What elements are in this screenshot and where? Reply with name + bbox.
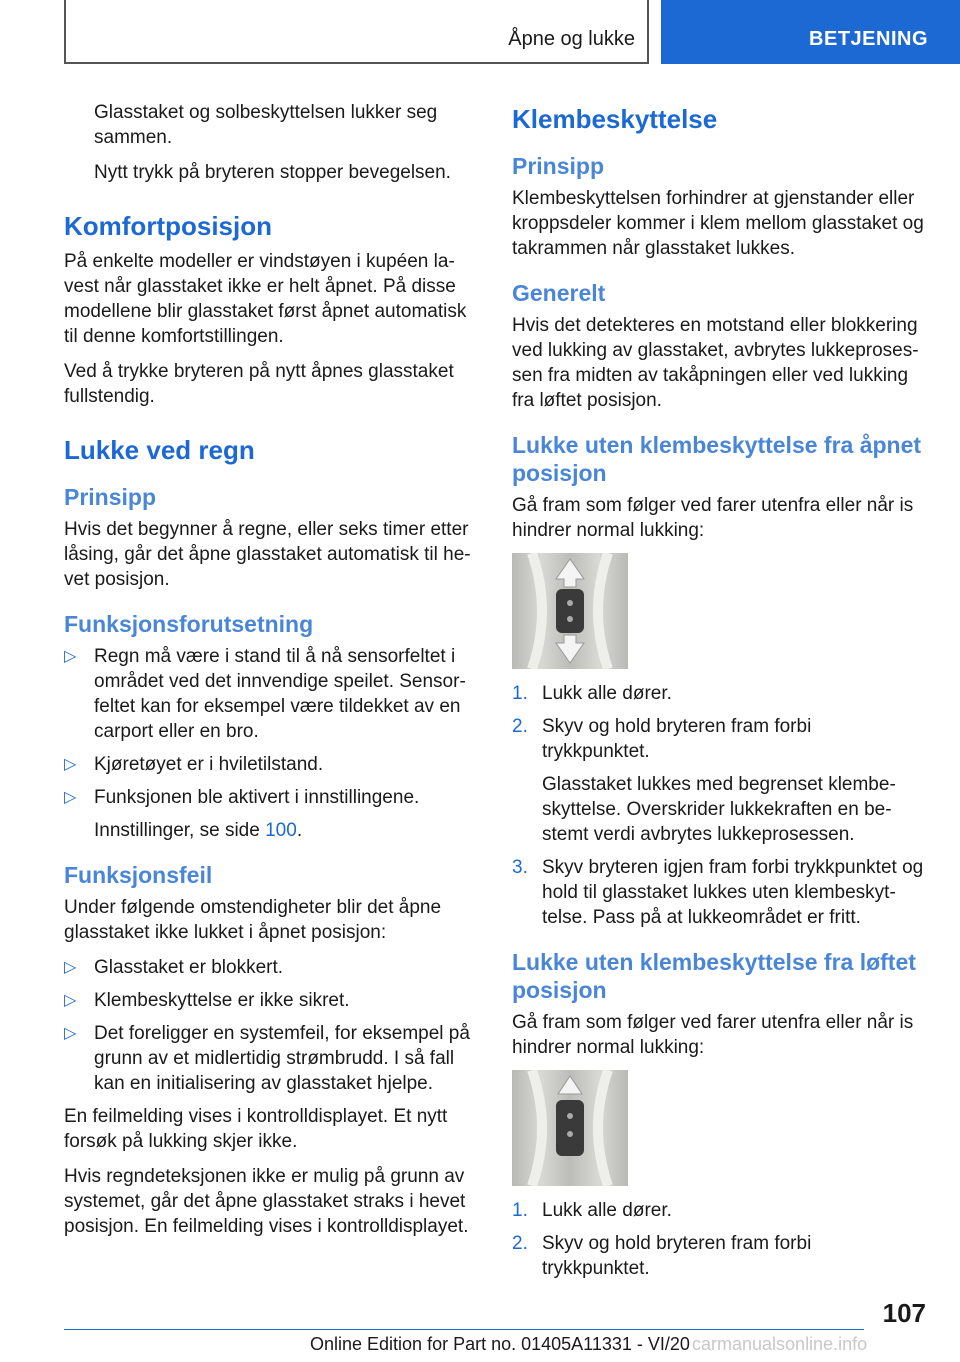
page-link-100[interactable]: 100	[265, 820, 297, 841]
triangle-bullet-icon: ▷	[64, 648, 77, 665]
list-item	[512, 855, 924, 930]
step-text: Skyv og hold bryteren fram forbi trykkpunktet.	[542, 1233, 812, 1279]
heading-prinsipp: Prinsipp	[512, 153, 605, 179]
step-text: Skyv og hold bryteren fram forbi trykkpunktet.	[542, 716, 812, 762]
list-item-text: Funksjonen ble aktivert i innstillingene.	[94, 787, 420, 808]
list-item-text: Regn må være i stand til å nå sensorfeltet i området ved det innvendige speilet. Sensorfeltet kan for eksempel være tildekket av en carport eller en bro.	[94, 646, 466, 742]
heading-lukke-ved-regn: Lukke ved regn	[64, 435, 255, 465]
step-number: 1.	[512, 683, 528, 704]
regn-prinsipp-text: Hvis det begynner å regne, eller seks timer etter låsing, går det åpne glasstaket automatisk til hevet posisjon.	[64, 519, 471, 590]
list-item	[512, 714, 924, 847]
footer-divider	[64, 1329, 864, 1330]
heading-prinsipp: Prinsipp	[64, 484, 157, 510]
triangle-bullet-icon: ▷	[64, 992, 77, 1009]
heading-generelt: Generelt	[512, 280, 606, 306]
apnet-intro: Gå fram som følger ved farer utenfra eller når is hindrer normal lukking:	[512, 495, 914, 541]
list-item	[512, 681, 924, 706]
loftet-intro: Gå fram som følger ved farer utenfra eller når is hindrer normal lukking:	[512, 1012, 914, 1058]
left-column	[64, 100, 476, 1249]
list-item	[64, 752, 476, 777]
list-item	[64, 785, 476, 810]
step-text: Lukk alle dører.	[542, 1200, 672, 1221]
step-number: 2.	[512, 1233, 528, 1254]
step-text: Lukk alle dører.	[542, 683, 672, 704]
komfort-paragraph-1: På enkelte modeller er vindstøyen i kupéen lavest når glasstaket ikke er helt åpnet. På disse modellene blir glasstaket først åpnet automatisk til denne komfortstillingen.	[64, 251, 467, 347]
right-column	[512, 100, 924, 1289]
heading-funksjonsforutsetning: Funksjonsforutsetning	[64, 611, 314, 637]
triangle-bullet-icon: ▷	[64, 1025, 77, 1042]
list-item-text: Klembeskyttelse er ikke sikret.	[94, 990, 350, 1011]
heading-komfortposisjon: Komfortposisjon	[64, 211, 272, 241]
settings-ref-end: .	[296, 820, 303, 841]
settings-reference	[64, 818, 476, 843]
list-item	[64, 988, 476, 1013]
list-item	[64, 1021, 476, 1096]
step-number: 1.	[512, 1200, 528, 1221]
loftet-steps	[512, 1198, 924, 1281]
header-title-box	[64, 0, 649, 64]
page-number: 107	[882, 1298, 926, 1328]
header-section-tab	[661, 0, 960, 64]
list-item-text: Kjøretøyet er i hviletilstand.	[94, 754, 324, 775]
list-item-text: Glasstaket er blokkert.	[94, 957, 284, 978]
settings-ref-text: Innstillinger, se side	[94, 820, 260, 841]
list-item	[64, 644, 476, 744]
list-item	[512, 1198, 924, 1223]
list-item-text: Det foreligger en systemfeil, for eksempel på grunn av et midlertidig strømbrudd. I så fall kan en initialisering av glasstaket hjelpe.	[94, 1023, 470, 1094]
funksjonsfeil-list	[64, 955, 476, 1096]
heading-funksjonsfeil: Funksjonsfeil	[64, 862, 213, 888]
heading-lukke-fra-loftet: Lukke uten klembeskyttelse fra løftet posisjon	[512, 949, 916, 1003]
step-number: 2.	[512, 716, 528, 737]
heading-klembeskyttelse: Klembeskyttelse	[512, 104, 718, 134]
step-subtext: Glasstaket lukkes med begrenset klembeskyttelse. Overskrider lukkekraften en bestemt verdi avbrytes lukkeprosessen.	[542, 774, 896, 845]
forutsetning-list	[64, 644, 476, 810]
watermark-text: carmanualsonline.info	[692, 1334, 868, 1354]
heading-lukke-fra-apnet: Lukke uten klembeskyttelse fra åpnet posisjon	[512, 432, 922, 486]
komfort-paragraph-2: Ved å trykke bryteren på nytt åpnes glasstaket fullstendig.	[64, 361, 454, 407]
roof-switch-photo	[512, 1070, 628, 1186]
triangle-bullet-icon: ▷	[64, 959, 77, 976]
roof-switch-icon	[512, 1070, 628, 1186]
feilmelding-paragraph: En feilmelding vises i kontrolldisplayet. Et nytt forsøk på lukking skjer ikke.	[64, 1106, 448, 1152]
regndeteksjon-paragraph: Hvis regndeteksjonen ikke er mulig på grunn av systemet, går det åpne glasstaket straks i hevet posisjon. En feilmelding vises i kontrolldisplayet.	[64, 1166, 469, 1237]
funksjonsfeil-text: Under følgende omstendigheter blir det åpne glasstaket ikke lukket i åpnet posisjon:	[64, 897, 442, 943]
step-number: 3.	[512, 857, 528, 878]
list-item	[512, 1231, 924, 1281]
header-section-label: BETJENING	[809, 28, 928, 50]
klembeskyttelse-prinsipp-text: Klembeskyttelsen forhindrer at gjenstander eller kroppsdeler kommer i klem mellom glasstaket og takrammen når glasstaket lukkes.	[512, 188, 924, 259]
generelt-text: Hvis det detekteres en motstand eller blokkering ved lukking av glasstaket, avbrytes lukkeprosessen fra midten av takåpningen eller ved lukking fra løftet posisjon.	[512, 315, 919, 411]
roof-switch-photo	[512, 553, 628, 669]
header-title: Åpne og lukke	[508, 28, 635, 50]
edition-text: Online Edition for Part no. 01405A11331 - VI/20	[310, 1334, 690, 1354]
roof-switch-icon	[512, 553, 628, 669]
apnet-steps	[512, 681, 924, 930]
step-text: Skyv bryteren igjen fram forbi trykkpunktet og hold til glasstaket lukkes uten klembeskyttelse. Pass på at lukkeområdet er fritt.	[542, 857, 924, 928]
intro-paragraph-1: Glasstaket og solbeskyttelsen lukker seg sammen.	[94, 102, 438, 148]
intro-paragraph-2: Nytt trykk på bryteren stopper bevegelsen.	[94, 162, 451, 183]
list-item	[64, 955, 476, 980]
triangle-bullet-icon: ▷	[64, 756, 77, 773]
triangle-bullet-icon: ▷	[64, 789, 77, 806]
